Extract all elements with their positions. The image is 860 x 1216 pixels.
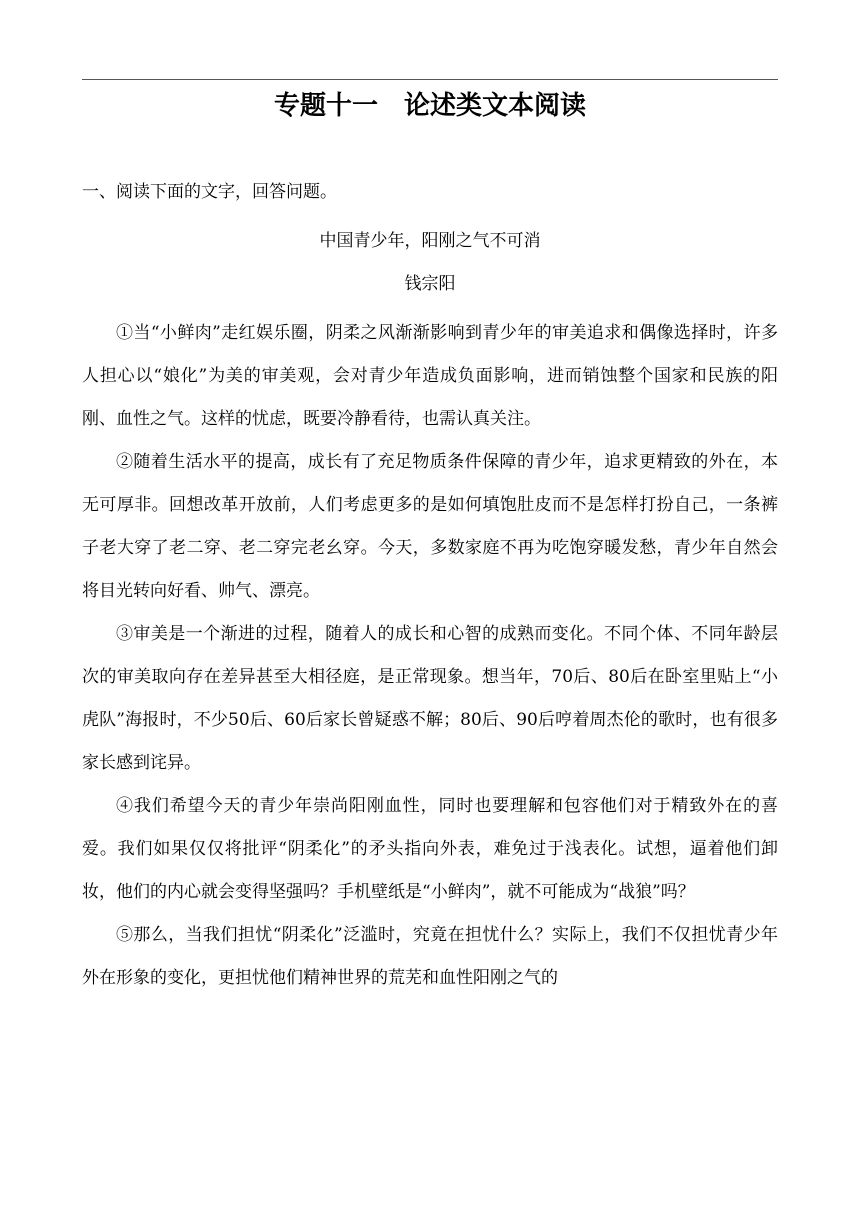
article-title: 中国青少年，阳刚之气不可消	[319, 231, 541, 251]
article-author: 钱宗阳	[404, 274, 456, 294]
article-body	[82, 312, 778, 1000]
document-title: 专题十一 论述类文本阅读	[273, 91, 586, 121]
section-heading: 一、阅读下面的文字，回答问题。	[82, 182, 337, 202]
paragraph-4: ④我们希望今天的青少年崇尚阳刚血性，同时也要理解和包容他们对于精致外在的喜爱。我们如果仅仅将批评“阴柔化”的矛头指向外表，难免过于浅表化。试想，逼着他们卸妆，他们的内心就会变得坚强吗？手机壁纸是“小鲜肉”，就不可能成为“战狼”吗？	[82, 796, 778, 902]
paragraph-1: ①当“小鲜肉”走红娱乐圈，阴柔之风渐渐影响到青少年的审美追求和偶像选择时，许多人担心以“娘化”为美的审美观，会对青少年造成负面影响，进而销蚀整个国家和民族的阳刚、血性之气。这样的忧虑，既要冷静看待，也需认真关注。	[82, 323, 778, 429]
paragraph-2: ②随着生活水平的提高，成长有了充足物质条件保障的青少年，追求更精致的外在，本无可厚非。回想改革开放前，人们考虑更多的是如何填饱肚皮而不是怎样打扮自己，一条裤子老大穿了老二穿、老二穿完老幺穿。今天，多数家庭不再为吃饱穿暖发愁，青少年自然会将目光转向好看、帅气、漂亮。	[82, 452, 778, 601]
paragraph-5: ⑤那么，当我们担忧“阴柔化”泛滥时，究竟在担忧什么？实际上，我们不仅担忧青少年外在形象的变化，更担忧他们精神世界的荒芜和血性阳刚之气的	[82, 925, 778, 988]
paragraph-3: ③审美是一个渐进的过程，随着人的成长和心智的成熟而变化。不同个体、不同年龄层次的审美取向存在差异甚至大相径庭，是正常现象。想当年，70后、80后在卧室里贴上“小虎队”海报时，不少50后、60后家长曾疑惑不解；80后、90后哼着周杰伦的歌时，也有很多家长感到诧异。	[82, 624, 778, 773]
header-rule	[82, 79, 778, 80]
